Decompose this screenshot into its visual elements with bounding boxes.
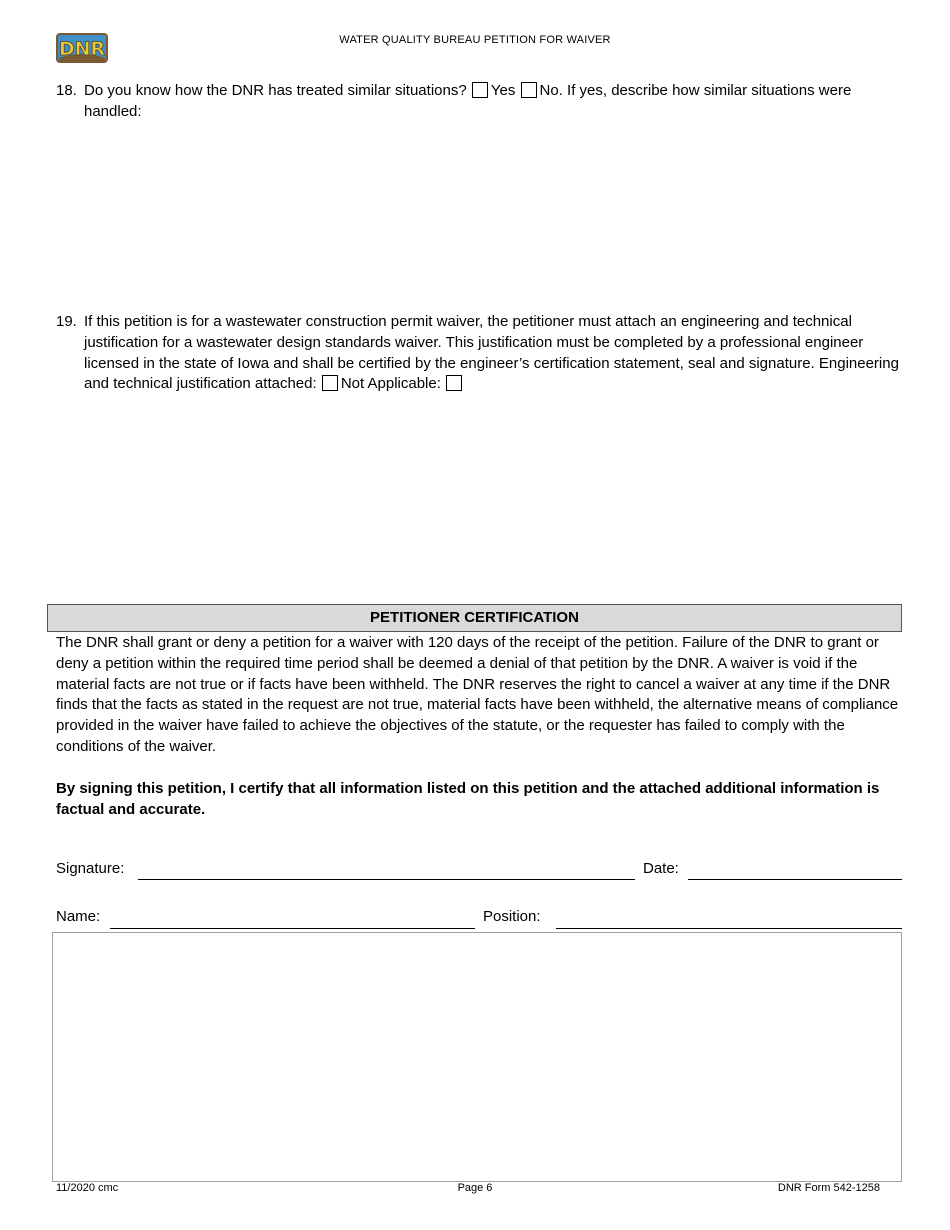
- page-header-title: WATER QUALITY BUREAU PETITION FOR WAIVER: [339, 34, 611, 46]
- question-18-text-after: No. If yes, describe how similar situations were handled:: [84, 82, 852, 120]
- justification-attached-checkbox[interactable]: [322, 375, 338, 391]
- no-checkbox[interactable]: [521, 82, 537, 98]
- yes-label: Yes: [490, 82, 516, 99]
- not-applicable-checkbox[interactable]: [446, 375, 462, 391]
- position-line[interactable]: [556, 928, 902, 929]
- petitioner-certification-heading: PETITIONER CERTIFICATION: [47, 604, 902, 632]
- name-label: Name:: [56, 908, 101, 925]
- position-label: Position:: [483, 908, 541, 925]
- question-19-number: 19.: [56, 313, 77, 330]
- footer-form-number: DNR Form 542-1258: [777, 1182, 880, 1194]
- not-applicable-label: Not Applicable:: [340, 375, 441, 393]
- logo-text: DNR: [58, 38, 106, 60]
- yes-checkbox[interactable]: [472, 82, 488, 98]
- signature-line[interactable]: [138, 879, 635, 880]
- question-19: [56, 312, 900, 395]
- name-line[interactable]: [110, 928, 475, 929]
- question-18: [56, 81, 900, 123]
- question-18-number: 18.: [56, 82, 77, 99]
- date-label: Date:: [643, 860, 679, 877]
- certification-paragraph: The DNR shall grant or deny a petition for a waiver with 120 days of the receipt of the petition. Failure of the DNR to grant or deny a petition within the required time period shall be deemed a denial of that petition by the DNR. A waiver is void if the material facts are not true or if facts have been withheld. The DNR reserves the right to cancel a waiver at any time if the DNR finds that the facts as stated in the request are not true, material facts have been withheld, the alternative means of compliance provided in the waiver have failed to achieve the objectives of the statute, or the requester has failed to comply with the conditions of the waiver.: [56, 634, 899, 755]
- signature-label: Signature:: [56, 860, 125, 877]
- question-18-text: Do you know how the DNR has treated similar situations?: [84, 82, 467, 99]
- footer-page-number: Page 6: [457, 1182, 493, 1194]
- certification-statement: By signing this petition, I certify that all information listed on this petition and the attached additional information is factual and accurate.: [56, 780, 880, 818]
- footer-date-code: 11/2020 cmc: [56, 1182, 119, 1194]
- question-19-text: If this petition is for a wastewater construction permit waiver, the petitioner must attach an engineering and technical justification for a wastewater design standards waiver. This justification must be completed by a professional engineer licensed in the state of Iowa and shall be certified by the engineer’s certification statement, seal and signature. Engineering and technical justification attached:: [84, 313, 899, 393]
- date-line[interactable]: [688, 879, 902, 880]
- empty-content-box: [52, 932, 902, 1182]
